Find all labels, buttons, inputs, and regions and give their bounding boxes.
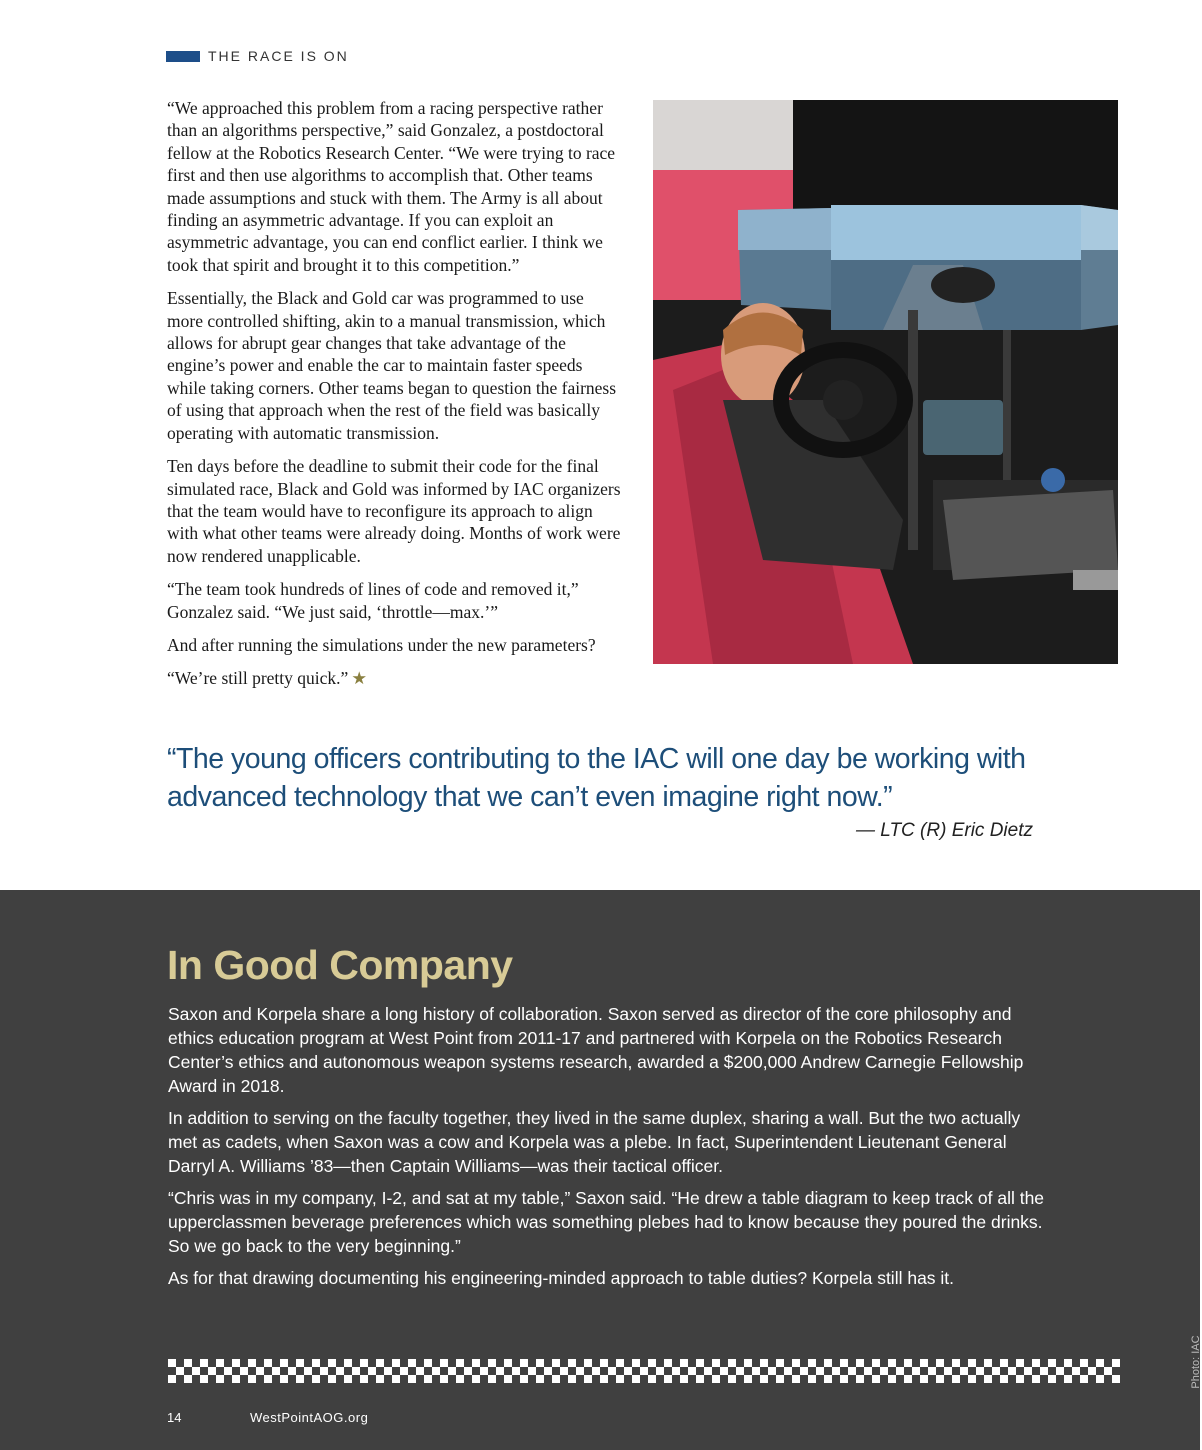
- article-paragraph: “We approached this problem from a racing perspective rather than an algorithms perspective,” said Gonzalez, a postdoctoral fellow at the Robotics Research Center. “We were trying to race first and then use algorithms to accomplish that. Other teams made assumptions and stuck with them. The Army is all about finding an asymmetric advantage. If you can exploit an asymmetric advantage, you can end conflict earlier. I think we took that spirit and brought it to this competition.”: [167, 98, 616, 275]
- section-marker-bar: [166, 51, 200, 62]
- star-icon: ★: [351, 668, 368, 689]
- article-paragraph: Essentially, the Black and Gold car was programmed to use more controlled shifting, akin to a manual transmission, which allows for abrupt gear changes that take advantage of the engine’s power and enable the car to maintain faster speeds while taking corners. Other teams began to question the fairness of using that approach when the rest of the field was basically operating with automatic transmission.: [167, 288, 617, 443]
- article-body: [167, 97, 623, 701]
- article-final-line: “We’re still pretty quick.”: [167, 668, 349, 689]
- checkered-flag-divider: [168, 1359, 1120, 1383]
- racing-simulator-photo: [653, 100, 1118, 664]
- photo-credit: Photo: IAC: [1190, 1335, 1202, 1389]
- sidebar-paragraph: As for that drawing documenting his engineering-minded approach to table duties? Korpela still has it.: [168, 1268, 955, 1288]
- pull-quote-attribution: — LTC (R) Eric Dietz: [856, 820, 1033, 841]
- footer-website-link[interactable]: WestPointAOG.org: [250, 1410, 369, 1425]
- article-paragraph-last: [167, 667, 623, 689]
- page-number: 14: [167, 1410, 182, 1425]
- sidebar-body: [168, 1002, 1048, 1298]
- sidebar-paragraph: Saxon and Korpela share a long history of collaboration. Saxon served as director of the core philosophy and ethics education program at West Point from 2011-17 and partnered with Korpela on the Robotics Research Center’s ethics and autonomous weapon systems research, awarded a $200,000 Andrew Carnegie Fellowship Award in 2018.: [168, 1004, 1024, 1096]
- simulator-illustration: [653, 100, 1118, 664]
- section-header: [166, 47, 349, 65]
- article-paragraph: “The team took hundreds of lines of code and removed it,” Gonzalez said. “We just said, ‘throttle—max.’”: [167, 579, 579, 622]
- sidebar-paragraph: “Chris was in my company, I-2, and sat at my table,” Saxon said. “He drew a table diagram to keep track of all the upperclassmen beverage preferences which was something plebes had to know because they poured the drinks. So we go back to the very beginning.”: [168, 1188, 1045, 1256]
- section-title: THE RACE IS ON: [208, 48, 349, 64]
- article-paragraph: Ten days before the deadline to submit their code for the final simulated race, Black and Gold was informed by IAC organizers that the team would have to reconfigure its approach to align with what other teams were already doing. Months of work were now rendered unapplicable.: [167, 456, 621, 566]
- sidebar-heading: In Good Company: [167, 942, 513, 988]
- article-paragraph: And after running the simulations under the new parameters?: [167, 634, 596, 655]
- pull-quote: “The young officers contributing to the IAC will one day be working with advanced technology that we can’t even imagine right now.”: [167, 743, 1026, 813]
- sidebar-paragraph: In addition to serving on the faculty together, they lived in the same duplex, sharing a wall. But the two actually met as cadets, when Saxon was a cow and Korpela was a plebe. In fact, Superintendent Lieutenant General Darryl A. Williams ’83—then Captain Williams—was their tactical officer.: [168, 1108, 1021, 1176]
